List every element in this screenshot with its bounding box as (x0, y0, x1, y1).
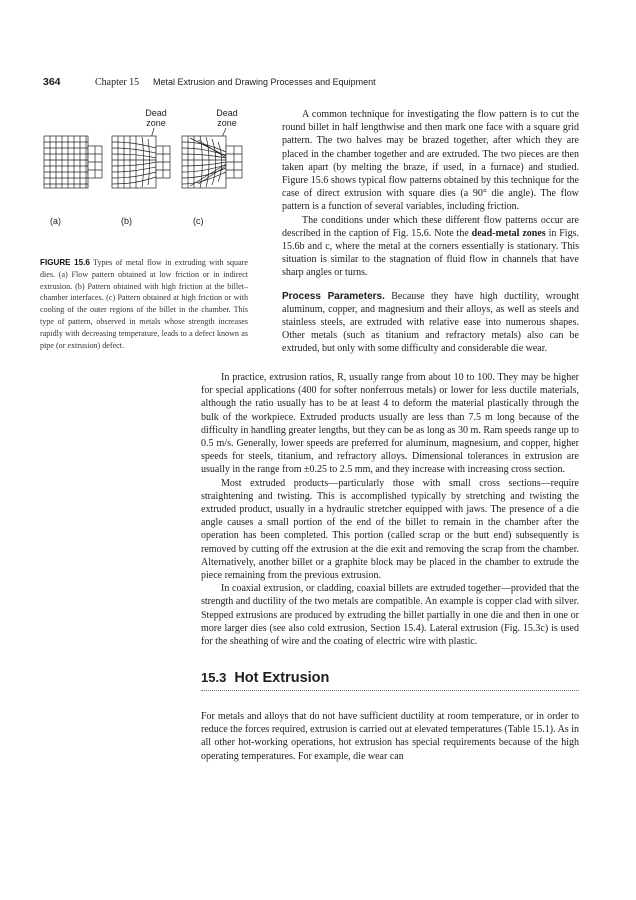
dead-zone-label-left: Dead zone (145, 108, 167, 128)
pattern-a-grid (44, 136, 102, 188)
main-text (201, 371, 579, 648)
label-c: (c) (193, 216, 204, 226)
page-header (0, 76, 636, 92)
section-number: 15.3 (201, 670, 227, 685)
paragraph-coaxial-extrusion: In coaxial extrusion, or cladding, coaxial billets are extruded together—provided that the strength and ductility of the two metals are compatible. An example is copper clad with silver. Stepped extrusions are produced by extruding the billet partially in one die and then in one or more larger dies (see also cold extrusion, Section 15.4). Lateral extrusion (Fig. 15.3c) is used for the sheathing of wire and the coating of electric wire with plastic. (201, 583, 579, 648)
paragraph-process-parameters: Process Parameters. Because they have high ductility, wrought aluminum, copper, and magnesium and their alloys, as well as steels and stainless steels, are extruded with relative ease into numerous shapes. Other metals (such as titanium and refractory metals) also can be extruded, but only with some difficulty and considerable die wear. (282, 290, 579, 355)
page-number: 364 (43, 76, 61, 88)
caption-text: Types of metal flow in extruding with square dies. (a) Flow pattern obtained at low friction or in indirect extrusion. (b) Pattern obtained with high friction at the billet–chamber interfaces. (c) Pattern obtained at high friction or with cooling of the outer regions of the billet in the chamber. This type of pattern, observed in metals whose strength increases rapidly with decreasing temperature, leads to a defect known as pipe (or extrusion) defect. (40, 258, 248, 350)
dead-zone-label-right: Dead zone (216, 108, 238, 128)
pattern-b-grid (112, 136, 170, 188)
label-b: (b) (121, 216, 132, 226)
right-column-text (282, 108, 579, 356)
figure-15-6 (40, 108, 250, 226)
paragraph-hot-extrusion: For metals and alloys that do not have sufficient ductility at room temperature, or in order to reduce the forces required, extrusion is carried out at elevated temperatures (Table 15.1). As in all other hot-working operations, hot extrusion has special requirements because of the high operating temperatures. For example, die wear can (201, 711, 579, 762)
section-heading (201, 669, 329, 687)
paragraph-extrusion-ratios: In practice, extrusion ratios, R, usually range from about 10 to 100. They may be higher for special applications (400 for softer nonferrous metals) or lower for less ductile materials, although the ratio usually has to be at least 4 to deform the material plastically through the bulk of the workpiece. Extruded products usually are less than 7.5 m long because of the difficulty in handling greater lengths, but they can be as long as 30 m. Ram speeds range up to 0.5 m/s. Generally, lower speeds are preferred for aluminum, magnesium, and copper, higher speeds for steels, titanium, and refractory alloys. Dimensional tolerances in extrusion are usually in the range from ±0.25 to 2.5 mm, and they increase with increasing cross section. (201, 372, 579, 476)
paragraph-straightening: Most extruded products—particularly those with small cross sections—require straightening and twisting. This is accomplished typically by stretching and twisting the extruded product, usually in a hydraulic stretcher equipped with jaws. The presence of a die angle causes a small portion of the end of the billet to remain in the chamber after the operation has been completed. This portion (called scrap or the butt end) subsequently is removed by cutting off the extrusion at the die exit and removing the scrap from the chamber. Alternatively, another billet or a graphite block may be placed in the chamber to extrude the piece remaining from the previous extrusion. (201, 477, 579, 582)
section-text (201, 710, 579, 763)
process-parameters-heading: Process Parameters. (282, 290, 385, 302)
pattern-c-grid (182, 136, 242, 188)
dead-metal-zones-term: dead-metal zones (471, 227, 546, 239)
figure-caption (40, 257, 248, 351)
caption-label: FIGURE 15.6 (40, 258, 90, 267)
label-a: (a) (50, 216, 61, 226)
paragraph-flow-technique: A common technique for investigating the flow pattern is to cut the round billet in half lengthwise and then mark one face with a square grid pattern. The two halves may be brazed together, after which they are placed in the chamber together and are extruded. The two pieces are then taken apart (by melting the braze, if used, in a furnace) and studied. Figure 15.6 shows typical flow patterns obtained by this technique for the case of direct extrusion with square dies (a 90° die angle). The flow pattern is a function of several variables, including friction. (282, 109, 579, 213)
chapter-title: Metal Extrusion and Drawing Processes and Equipment (153, 77, 376, 87)
section-rule (201, 690, 579, 691)
paragraph-dead-metal-zones: The conditions under which these different flow patterns occur are described in the caption of Fig. 15.6. Note the dead-metal zones in Figs. 15.6b and c, where the metal at the corners essentially is stationary. This situation is similar to the stagnation of fluid flow in channels that have sharp angles or turns. (282, 214, 579, 279)
section-title: Hot Extrusion (234, 670, 330, 686)
flow-pattern-diagrams (40, 108, 250, 213)
chapter-label: Chapter 15 (95, 77, 140, 88)
